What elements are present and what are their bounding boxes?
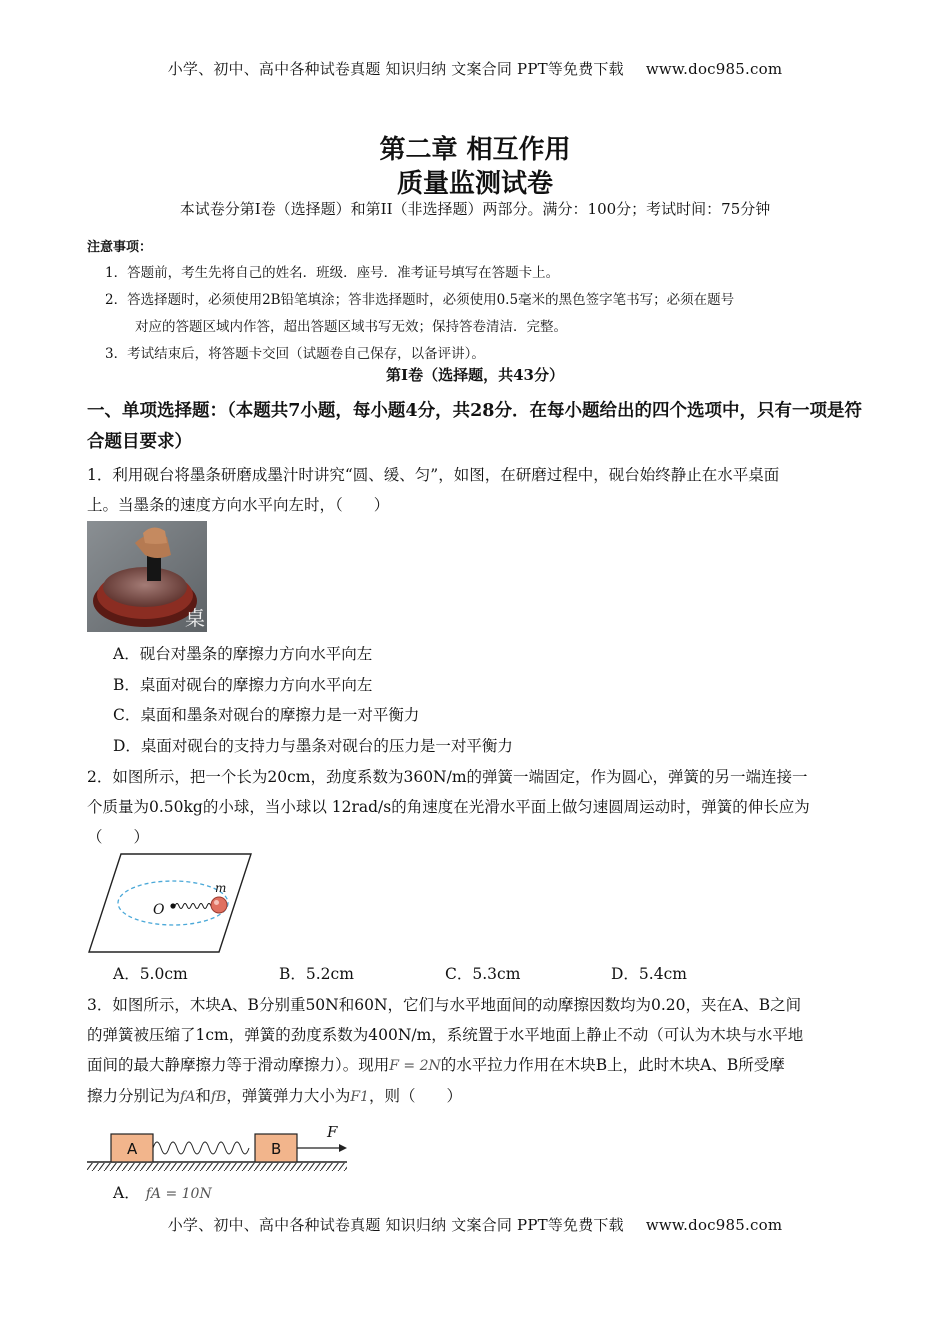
center-label: O [153, 902, 165, 918]
question-3-stem-line3 [87, 1050, 867, 1081]
spring-force-symbol: F1 [350, 1089, 369, 1105]
option-a-label: A． [113, 1184, 140, 1202]
notice-heading: 注意事项： [87, 240, 153, 255]
question-3-stem-cont: 的弹簧被压缩了1cm，弹簧的劲度系数为400N/m，系统置于水平地面上静止不动（可认为木块与水平地 [87, 1026, 804, 1044]
force-formula: F = 2N [389, 1058, 441, 1074]
stem-text: 和 [195, 1087, 211, 1105]
footer-url[interactable]: www.doc985.com [645, 1216, 783, 1234]
header-text: 小学、初中、高中各种试卷真题 知识归纳 文案合同 PPT等免费下载 [167, 60, 624, 78]
question-1 [87, 460, 867, 520]
question-1-stem: 1．利用砚台将墨条研磨成墨汁时讲究“圆、缓、匀”，如图，在研磨过程中，砚台始终静止在水平桌面 [87, 466, 780, 484]
block-b-label: B [271, 1140, 282, 1158]
option-b: B．5.2cm [279, 965, 354, 983]
question-3-stem-line4 [87, 1081, 867, 1112]
stem-text: ，则（ ） [368, 1087, 462, 1105]
notice-item-continued: 对应的答题区域内作答，超出答题区域书写无效；保持答卷清洁．完整。 [135, 319, 567, 335]
page-header [0, 58, 950, 79]
option-d: D．5.4cm [611, 965, 687, 983]
stem-text: 擦力分别记为 [87, 1087, 181, 1105]
desk-label: 桌 [185, 606, 205, 630]
mass-label: m [215, 881, 227, 895]
option-a-formula: fA = 10N [145, 1186, 212, 1202]
stem-text: ，弹簧弹力大小为 [226, 1087, 351, 1105]
page-footer [0, 1214, 950, 1235]
option-d: D．桌面对砚台的支持力与墨条对砚台的压力是一对平衡力 [113, 736, 513, 755]
friction-a-symbol: fA [180, 1089, 196, 1105]
chapter-title: 第二章 相互作用 [379, 135, 571, 165]
inkstone-photo [87, 521, 207, 632]
block-a-label: A [127, 1140, 138, 1158]
question-2-stem-cont: 个质量为0.50kg的小球，当小球以 12rad/s的角速度在光滑水平面上做匀速圆周运动时，弹簧的伸长应为 [87, 798, 810, 816]
option-c: C．桌面和墨条对砚台的摩擦力是一对平衡力 [113, 706, 420, 724]
question-3-stem: 3．如图所示，木块A、B分别重50N和60N，它们与水平地面间的动摩擦因数均为0.20，夹在A、B之间 [87, 996, 802, 1014]
question-2-stem: 2．如图所示，把一个长为20cm，劲度系数为360N/m的弹簧一端固定，作为圆心，弹簧的另一端连接一 [87, 768, 808, 786]
footer-text: 小学、初中、高中各种试卷真题 知识归纳 文案合同 PPT等免费下载 [167, 1216, 624, 1234]
exam-title: 质量监测试卷 [396, 169, 553, 199]
header-url[interactable]: www.doc985.com [645, 60, 783, 78]
spring-circle-diagram [87, 852, 253, 955]
friction-b-symbol: fB [210, 1089, 227, 1105]
stem-text: 面间的最大静摩擦力等于滑动摩擦力）。现用 [87, 1056, 390, 1074]
question-1-stem-cont: 上。当墨条的速度方向水平向左时，（ ） [87, 496, 390, 514]
section-heading: 一、单项选择题：（本题共7小题，每小题4分，共28分．在每小题给出的四个选项中，只有一项是符合题目要求） [87, 401, 862, 452]
question-3-option-a [113, 1181, 212, 1203]
notice-list [87, 260, 867, 368]
notice-item: 3．考试结束后，将答题卡交回（试题卷自己保存，以备评讲）。 [105, 346, 485, 362]
option-b: B．桌面对砚台的摩擦力方向水平向左 [113, 675, 373, 694]
notice-item: 1．答题前，考生先将自己的姓名．班级．座号．准考证号填写在答题卡上。 [105, 265, 560, 281]
option-c: C．5.3cm [445, 965, 521, 983]
blocks-spring-diagram [87, 1122, 347, 1172]
part-one-heading: 第Ⅰ卷（选择题，共43分） [386, 366, 564, 384]
question-2 [87, 762, 867, 852]
exam-subtitle: 本试卷分第I卷（选择题）和第II（非选择题）两部分。满分：100分；考试时间：75分钟 [179, 200, 771, 218]
notice-item: 2．答选择题时，必须使用2B铅笔填涂；答非选择题时，必须使用0.5毫米的黑色签字笔书写；必须在题号 [105, 292, 735, 308]
option-a: A．砚台对墨条的摩擦力方向水平向左 [113, 645, 373, 663]
force-label: F [327, 1123, 338, 1141]
option-a: A．5.0cm [113, 965, 188, 983]
stem-text: 的水平拉力作用在木块B上，此时木块A、B所受摩 [440, 1056, 785, 1074]
question-2-options [113, 962, 777, 984]
question-3 [87, 990, 867, 1112]
question-1-options [87, 639, 867, 761]
question-2-stem-end: （ ） [87, 828, 150, 846]
